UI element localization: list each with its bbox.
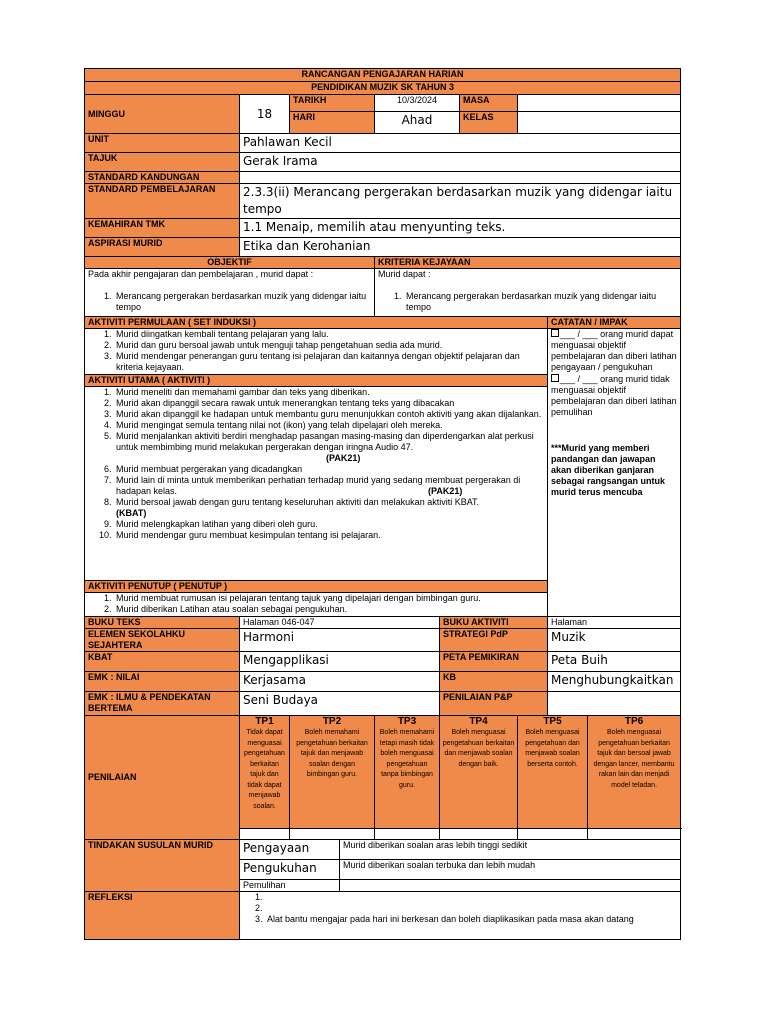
pengukuhan-desc: Murid diberikan soalan terbuka dan lebih mudah: [340, 860, 681, 880]
list-item: 5. Murid menjalankan aktiviti berdiri menghadap pasangan masing-masing dan diperdengarkan alat perkusi untuk membimbing murid melakukan pergerakan dengan iringna Audio 47. (PAK21): [114, 431, 544, 464]
strategi-value: Muzik: [548, 629, 681, 652]
elemen-label: ELEMEN SEKOLAHKU SEJAHTERA: [85, 629, 240, 652]
list-item: 3. Murid mendengar penerangan guru tentang isi pelajaran dan kaitannya dengan objektif pelajaran dan kriteria kejayaan.: [114, 351, 544, 373]
objektif-item: 1. Merancang pergerakan berdasarkan muzik yang didengar iaitu tempo: [114, 291, 371, 313]
masa-label: MASA: [460, 95, 518, 112]
penilaian-pp-label: PENILAIAN P&P: [440, 692, 548, 716]
aktiviti-utama-label: AKTIVITI UTAMA ( AKTIVITI ): [85, 375, 548, 387]
buku-teks-label: BUKU TEKS: [85, 617, 240, 629]
tp3-cell: TP3 Boleh memahami tetapi masih tidak boleh menguasai pengetahuan tanpa bimbingan guru.: [375, 716, 440, 829]
hari-label: HARI: [290, 112, 375, 134]
lesson-plan-table: [84, 68, 681, 940]
kbat-value: Mengapplikasi: [240, 652, 440, 672]
list-item: 9. Murid melengkapkan latihan yang diberi oleh guru.: [114, 519, 544, 530]
masa-value: [518, 95, 681, 112]
tp1-mark: [240, 829, 290, 840]
tp2-mark: [290, 829, 375, 840]
pemulihan-label: Pemulihan: [240, 880, 340, 892]
pemulihan-desc: [340, 880, 681, 892]
list-item: 2. Murid akan dipanggil secara rawak untuk menerangkan tentang teks yang dibacakan: [114, 398, 544, 409]
penutup-content: [85, 593, 548, 617]
tajuk-label: TAJUK: [85, 153, 240, 172]
penilaian-pp-value: [548, 692, 681, 716]
standard-kandungan-label: STANDARD KANDUNGAN: [85, 172, 240, 184]
tarikh-label: TARIKH: [290, 95, 375, 112]
penutup-label: AKTIVITI PENUTUP ( PENUTUP ): [85, 581, 548, 593]
kb-value: Menghubungkaitkan: [548, 672, 681, 692]
emk-nilai-value: Kerjasama: [240, 672, 440, 692]
catatan-p1: ___ / ___ orang murid dapat menguasai objektif pembelajaran dan diberi latihan pengayaan / pengukuhan: [551, 329, 677, 372]
peta-label: PETA PEMIKIRAN: [440, 652, 548, 672]
lesson-plan: [84, 68, 680, 940]
tp6-mark: [588, 829, 681, 840]
objektif-content: [85, 269, 375, 317]
list-item: 6. Murid membuat pergerakan yang dicadangkan: [114, 464, 544, 475]
kbat-tag: (KBAT): [116, 508, 147, 518]
list-item: 3. Alat bantu mengajar pada hari ini berkesan dan boleh diaplikasikan pada masa akan datang: [265, 914, 677, 925]
tindakan-label: TINDAKAN SUSULAN MURID: [85, 840, 240, 892]
list-item: 2. Murid diberikan Latihan atau soalan sebagai pengukuhan.: [114, 604, 544, 615]
kriteria-content: [375, 269, 681, 317]
minggu-value: 18: [240, 95, 290, 134]
catatan-p2: ___ / ___ orang murid tidak menguasai objektif pembelajaran dan diberi latihan pemulihan: [551, 374, 677, 417]
tp5-cell: TP5 Boleh menguasai pengetahuan dan menjawab soalan berserta contoh.: [518, 716, 588, 829]
kriteria-item: 1. Merancang pergerakan berdasarkan muzik yang didengar iaitu tempo: [404, 291, 677, 313]
list-item: 8. Murid bersoal jawab dengan guru tentang keseluruhan aktiviti dan melakukan aktiviti KBAT. (KBAT): [114, 497, 544, 519]
pak21-tag: (PAK21): [428, 486, 463, 496]
buku-aktiviti-value: Halaman: [548, 617, 681, 629]
list-item: 2. Murid dan guru bersoal jawab untuk menguji tahap pengetahuan sedia ada murid.: [114, 340, 544, 351]
tp4-cell: TP4 Boleh menguasai pengetahuan berkaitan dan menjawab soalan dengan baik.: [440, 716, 518, 829]
refleksi-label: REFLEKSI: [85, 892, 240, 940]
standard-pembelajaran-label: STANDARD PEMBELAJARAN: [85, 184, 240, 219]
refleksi-content: [240, 892, 681, 940]
list-item: 7. Murid lain di minta untuk memberikan perhatian terhadap murid yang sedang membuat pergerakan di hadapan kelas. (PAK21): [114, 475, 544, 497]
list-item: 4. Murid mengingat semula tentang nilai not (ikon) yang telah dipelajari oleh mereka.: [114, 420, 544, 431]
set-induksi-content: [85, 329, 548, 375]
peta-value: Peta Buih: [548, 652, 681, 672]
kelas-label: KELAS: [460, 112, 518, 134]
penilaian-label: PENILAIAN: [85, 716, 240, 840]
catatan-content: [548, 329, 681, 617]
list-item: 10. Murid mendengar guru membuat kesimpulan tentang isi pelajaran.: [114, 530, 544, 541]
checkbox-icon: [551, 374, 559, 382]
pengayaan-label: Pengayaan: [240, 840, 340, 860]
pak21-tag: (PAK21): [326, 453, 361, 463]
strategi-label: STRATEGI PdP: [440, 629, 548, 652]
tmk-label: KEMAHIRAN TMK: [85, 219, 240, 238]
pengukuhan-label: Pengukuhan: [240, 860, 340, 880]
page-title: RANCANGAN PENGAJARAN HARIAN: [85, 69, 681, 82]
aspirasi-label: ASPIRASI MURID: [85, 238, 240, 257]
objektif-label: OBJEKTIF: [85, 257, 375, 269]
list-item: [265, 892, 677, 903]
aktiviti-utama-content: [85, 387, 548, 581]
checkbox-icon: [551, 329, 559, 337]
tp2-cell: TP2 Boleh memahami pengetahuan berkaitan tajuk dan menjawab soalan dengan bimbingan guru.: [290, 716, 375, 829]
buku-teks-value: Halaman 046-047: [240, 617, 440, 629]
list-item: 1. Murid meneliti dan memahami gambar dan teks yang diberikan.: [114, 387, 544, 398]
page-subtitle: PENDIDIKAN MUZIK SK TAHUN 3: [85, 82, 681, 95]
kb-label: KB: [440, 672, 548, 692]
minggu-label: MINGGU: [85, 95, 240, 134]
unit-label: UNIT: [85, 134, 240, 153]
list-item: 1. Murid membuat rumusan isi pelajaran tentang tajuk yang dipelajari dengan bimbingan guru.: [114, 593, 544, 604]
kriteria-intro: Murid dapat :: [378, 269, 431, 279]
set-induksi-label: AKTIVITI PERMULAAN ( SET INDUKSI ): [85, 317, 548, 329]
buku-aktiviti-label: BUKU AKTIVITI: [440, 617, 548, 629]
kriteria-label: KRITERIA KEJAYAAN: [375, 257, 681, 269]
tp3-mark: [375, 829, 440, 840]
unit-value: Pahlawan Kecil: [240, 134, 681, 153]
tp4-mark: [440, 829, 518, 840]
kelas-value: [518, 112, 681, 134]
pengayaan-desc: Murid diberikan soalan aras lebih tinggi sedikit: [340, 840, 681, 860]
tp5-mark: [518, 829, 588, 840]
list-item: [265, 903, 677, 914]
list-item: 3. Murid akan dipanggil ke hadapan untuk membantu guru menunjukkan contoh aktiviti yang akan dijalankan.: [114, 409, 544, 420]
tarikh-value: 10/3/2024: [375, 95, 460, 112]
emk-ilmu-label: EMK : ILMU & PENDEKATAN BERTEMA: [85, 692, 240, 716]
standard-pembelajaran-value: 2.3.3(ii) Merancang pergerakan berdasarkan muzik yang didengar iaitu tempo: [240, 184, 681, 219]
aspirasi-value: Etika dan Kerohanian: [240, 238, 681, 257]
list-item: 1. Murid diingatkan kembali tentang pelajaran yang lalu.: [114, 329, 544, 340]
elemen-value: Harmoni: [240, 629, 440, 652]
catatan-label: CATATAN / IMPAK: [548, 317, 681, 329]
standard-kandungan-value: [240, 172, 681, 184]
tmk-value: 1.1 Menaip, memilih atau menyunting teks.: [240, 219, 681, 238]
kbat-label: KBAT: [85, 652, 240, 672]
hari-value: Ahad: [375, 112, 460, 134]
catatan-note: ***Murid yang memberi pandangan dan jawapan akan diberikan ganjaran sebagai rangsangan untuk murid terus mencuba: [551, 443, 666, 497]
emk-ilmu-value: Seni Budaya: [240, 692, 440, 716]
objektif-intro: Pada akhir pengajaran dan pembelajaran , murid dapat :: [88, 269, 314, 279]
tajuk-value: Gerak Irama: [240, 153, 681, 172]
tp6-cell: TP6 Boleh menguasai pengetahuan berkaitan tajuk dan bersoal jawab dengan lancer, membantu rakan lain dan menjadi model teladan.: [588, 716, 681, 829]
tp1-cell: TP1 Tidak dapat menguasai pengetahuan berkaitan tajuk dan tidak dapat menjawab soalan.: [240, 716, 290, 829]
emk-nilai-label: EMK : NILAI: [85, 672, 240, 692]
